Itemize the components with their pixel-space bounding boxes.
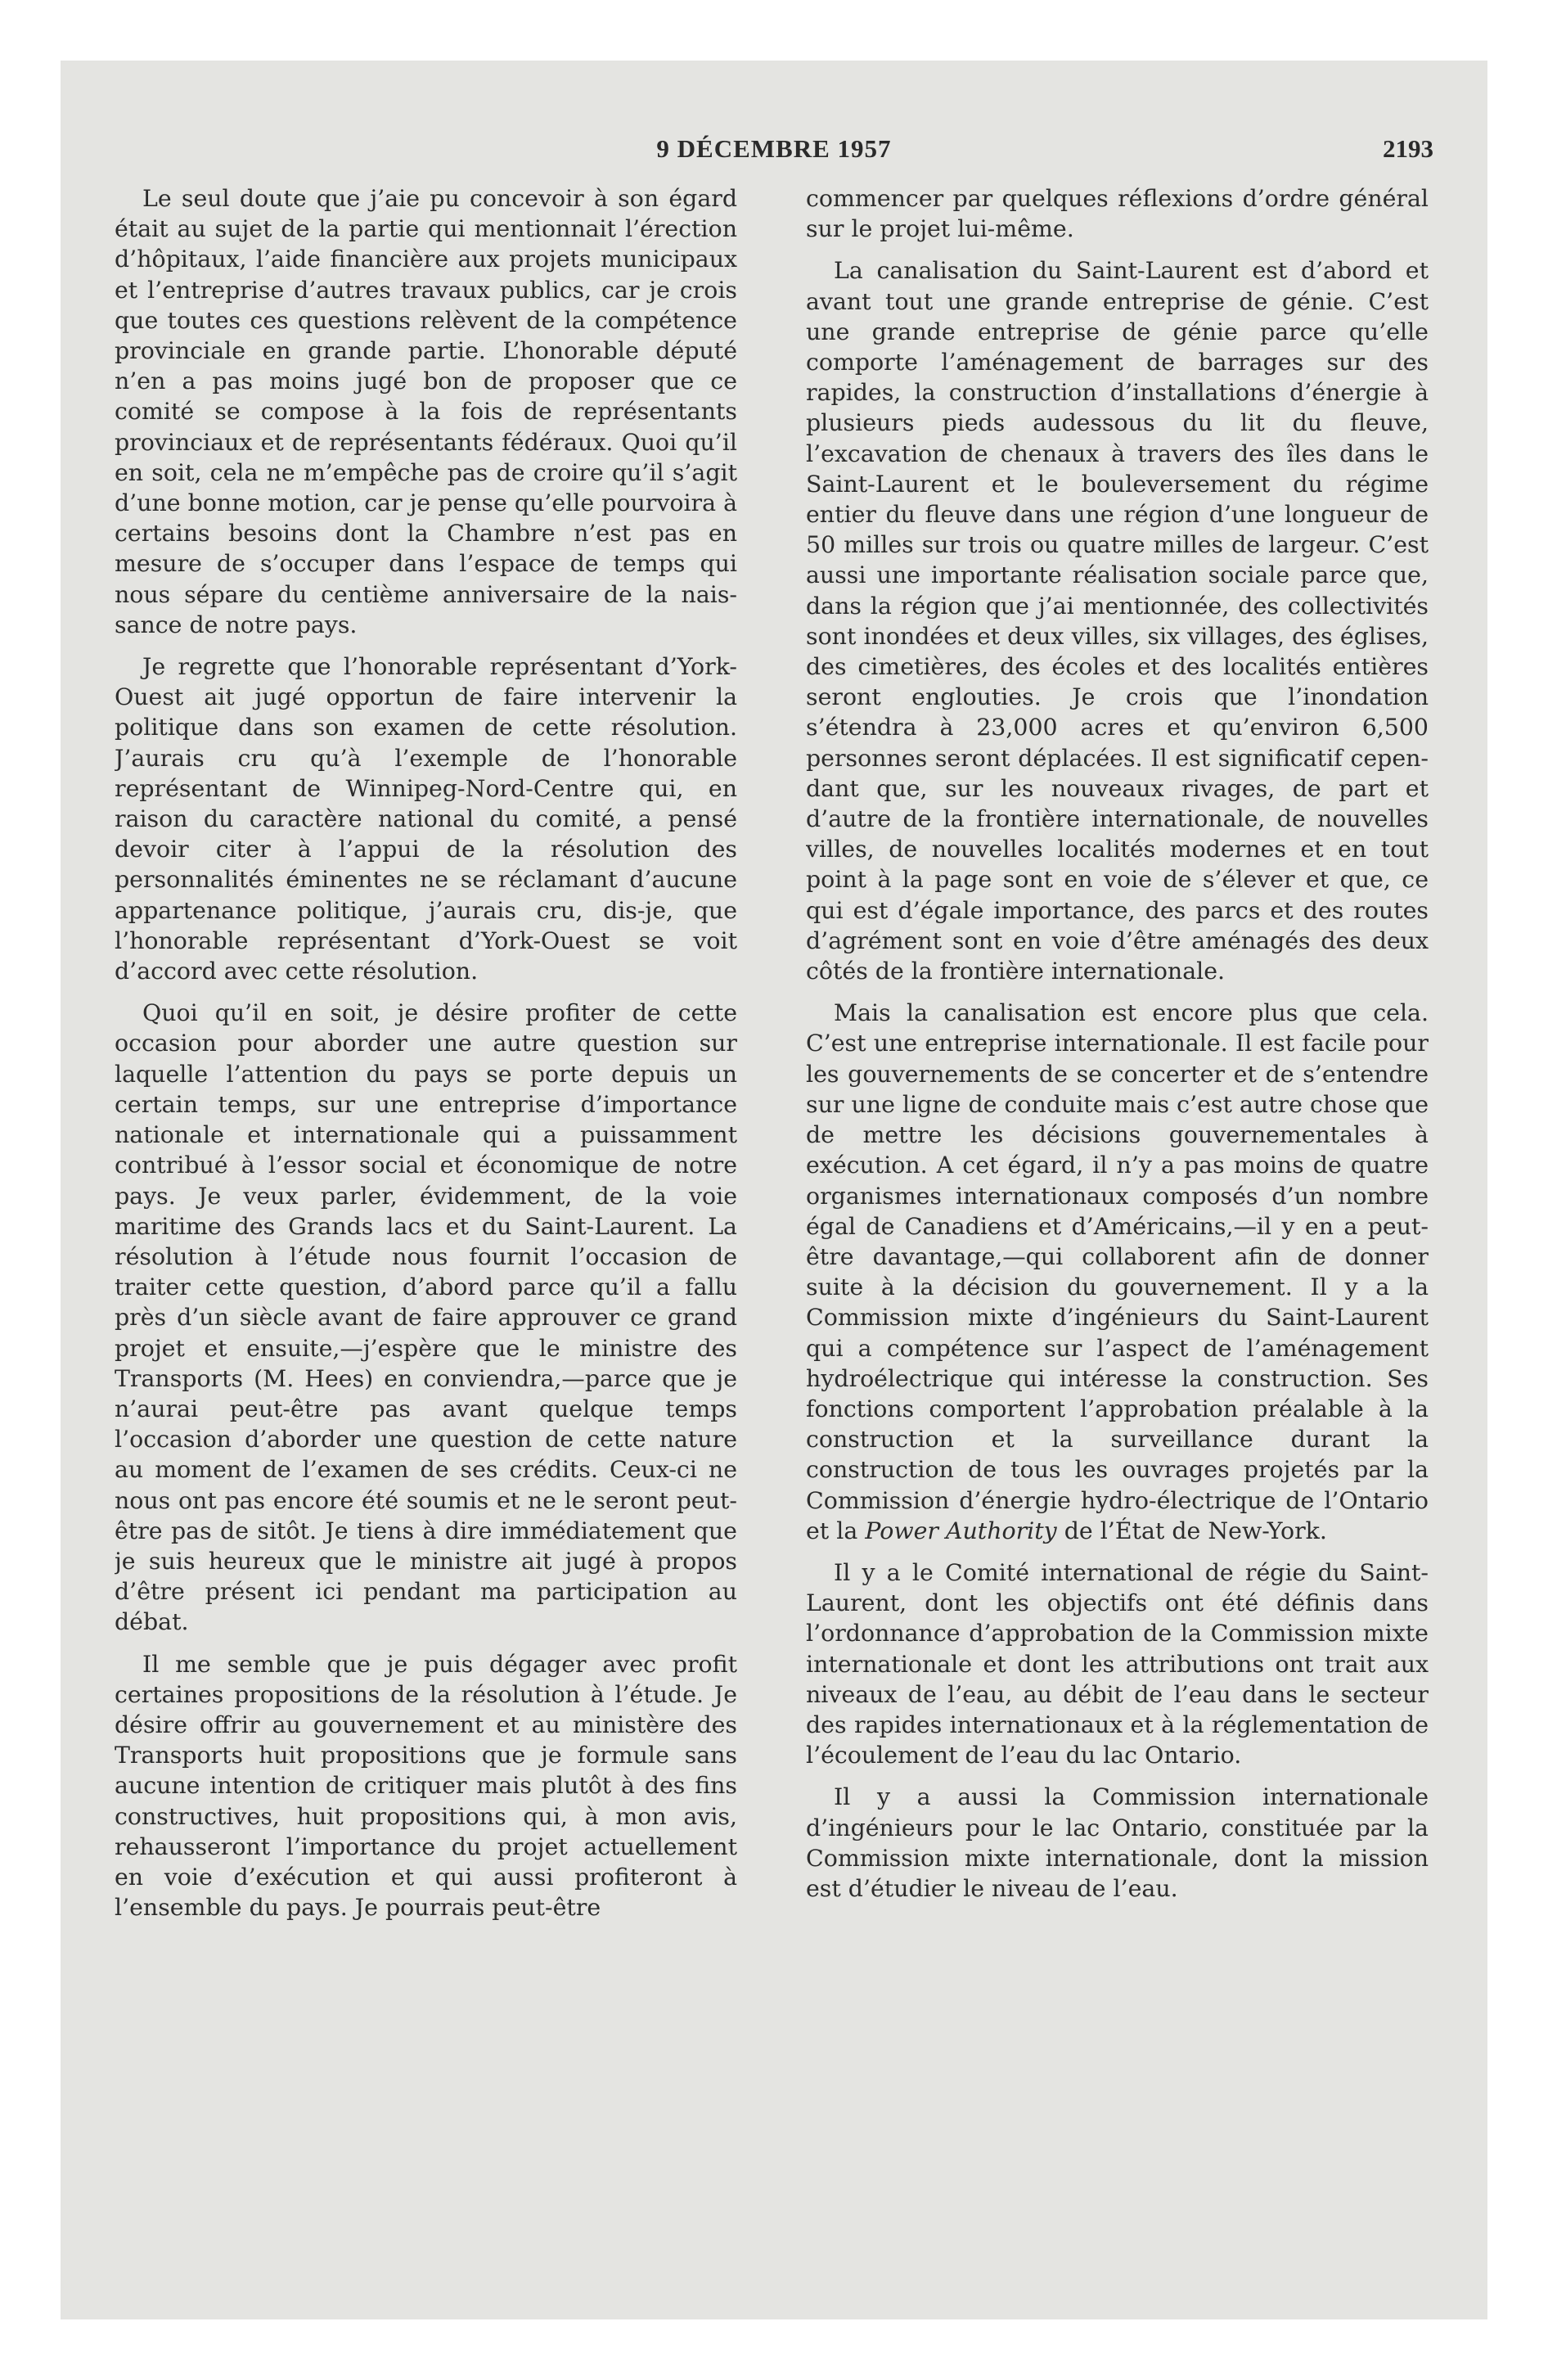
page-header [61, 134, 1487, 183]
document-page [61, 61, 1487, 2319]
paragraph: Quoi qu’il en soit, je désire profiter de cette occasion pour aborder une autre question sur laquelle l’attention du pays se porte depuis un certain temps, sur une entreprise d’importance nationale et internationale qui a puissamment contribué à l’essor social et économique de notre pays. Je veux parler, évidemment, de la voie maritime des Grands lacs et du Saint-Laurent. La résolution à l’étude nous fournit l’occasion de traiter cette question, d’abord parce qu’il a fallu près d’un siècle avant de faire approuver ce grand projet et ensuite,—j’espère que le ministre des Transports (M. Hees) en conviendra,—parce que je n’aurai peut-être pas avant quelque temps l’occasion d’aborder une question de cette nature au moment de l’examen de ses crédits. Ceux-ci ne nous ont pas encore été soumis et ne le seront peut-être pas de sitôt. Je tiens à dire immédiatement que je suis heureux que le ministre ait jugé à propos d’être présent ici pendant ma participation au débat. [115, 999, 737, 1636]
paragraph: La canalisation du Saint-Laurent est d’abord et avant tout une grande entreprise de génie. C’est une grande entreprise de génie parce qu’elle comporte l’aménagement de barrages sur des rapides, la construction d’installations d’énergie à plusieurs pieds audessous du lit du fleuve, l’excavation de chenaux à travers des îles dans le Saint-Laurent et le bouleversement du régime entier du fleuve dans une région d’une longueur de 50 milles sur trois ou quatre milles de largeur. C’est aussi une importante réalisation sociale parce que, dans la région que j’ai mentionnée, des collectivités sont inondées et deux villes, six villages, des églises, des cimetières, des écoles et des localités entières seront englouties. Je crois que l’inondation s’étendra à 23,000 acres et qu’environ 6,500 personnes seront déplacées. Il est significatif cependant que, sur les nouveaux rivages, de part et d’autre de la frontière internationale, de nouvelles villes, de nouvelles localités modernes et en tout point à la page sont en voie de s’élever et que, ce qui est d’égale importance, des parcs et des routes d’agrément sont en voie d’être aménagés des deux côtés de la frontière internationale. [806, 257, 1429, 985]
left-column [115, 183, 737, 2279]
paragraph: Je regrette que l’honorable représentant d’York-Ouest ait jugé opportun de faire intervenir la politique dans son examen de cette résolution. J’aurais cru qu’à l’exemple de l’honorable représentant de Winnipeg-Nord-Centre qui, en raison du caractère national du comité, a pensé devoir citer à l’appui de la résolution des personnalités éminentes ne se réclamant d’aucune appartenance politique, j’aurais cru, dis-je, que l’honorable représentant d’York-Ouest se voit d’accord avec cette résolution. [115, 653, 737, 985]
paragraph-text: Mais la canalisation est encore plus que cela. C’est une entreprise internationale. Il est facile pour les gouvernements de se concerter et de s’entendre sur une ligne de conduite mais c’est autre chose que de mettre les décisions gouvernementales à exécution. A cet égard, il n’y a pas moins de quatre organismes internationaux composés d’un nombre égal de Canadiens et d’Américains,—il y en a peut-être davantage,—qui collaborent afin de donner suite à la décision du gouvernement. Il y a la Commission mixte d’ingénieurs du Saint-Laurent qui a compétence sur l’aspect de l’aménagement hydroélectrique qui intéresse la construction. Ses fonctions comportent l’approbation préalable à la construction et la surveillance durant la construction de tous les ouvrages projetés par la Commission d’énergie hydro-électrique de l’Ontario et la [806, 999, 1429, 1544]
paragraph-text: de l’État de New-York. [1056, 1517, 1327, 1544]
paragraph: Il y a le Comité international de régie du Saint-Laurent, dont les objectifs ont été définis dans l’ordonnance d’approbation de la Commission mixte internationale et dont les attributions ont trait aux niveaux de l’eau, au débit de l’eau dans le secteur des rapides internationaux et à la réglementation de l’écoulement de l’eau du lac Ontario. [806, 1558, 1429, 1769]
paragraph-continued: commencer par quelques réflexions d’ordre général sur le projet lui-même. [806, 185, 1429, 243]
right-column [806, 183, 1429, 2279]
italic-text: Power Authority [865, 1517, 1057, 1544]
page-date: 9 DÉCEMBRE 1957 [656, 134, 892, 163]
paragraph [806, 998, 1429, 1546]
paragraph: Il me semble que je puis dégager avec profit certaines propositions de la résolution à l’étude. Je désire offrir au gouvernement et au ministère des Transports huit propositions que je formule sans aucune intention de critiquer mais plutôt à des fins constructives, huit propositions qui, à mon avis, rehausseront l’importance du projet actuellement en voie d’exécution et qui aussi profiteront à l’ensemble du pays. Je pourrais peut-être [115, 1650, 737, 1922]
paragraph: Il y a aussi la Commission internationale d’ingénieurs pour le lac Ontario, constituée par la Commission mixte internationale, dont la mission est d’étudier le niveau de l’eau. [806, 1783, 1429, 1902]
text-columns [115, 183, 1429, 2279]
page-number: 2193 [1383, 134, 1433, 163]
paragraph: Le seul doute que j’aie pu concevoir à son égard était au sujet de la partie qui mentionnait l’érection d’hôpitaux, l’aide financière aux projets municipaux et l’entreprise d’autres travaux publics, car je crois que toutes ces questions relèvent de la compétence provinciale en grande partie. L’honorable député n’en a pas moins jugé bon de proposer que ce comité se compose à la fois de représentants provinciaux et de représentants fédéraux. Quoi qu’il en soit, cela ne m’empêche pas de croire qu’il s’agit d’une bonne motion, car je pense qu’elle pourvoira à certains besoins dont la Chambre n’est pas en mesure de s’occuper dans l’espace de temps qui nous sépare du centième anniversaire de la naissance de notre pays. [115, 185, 737, 638]
